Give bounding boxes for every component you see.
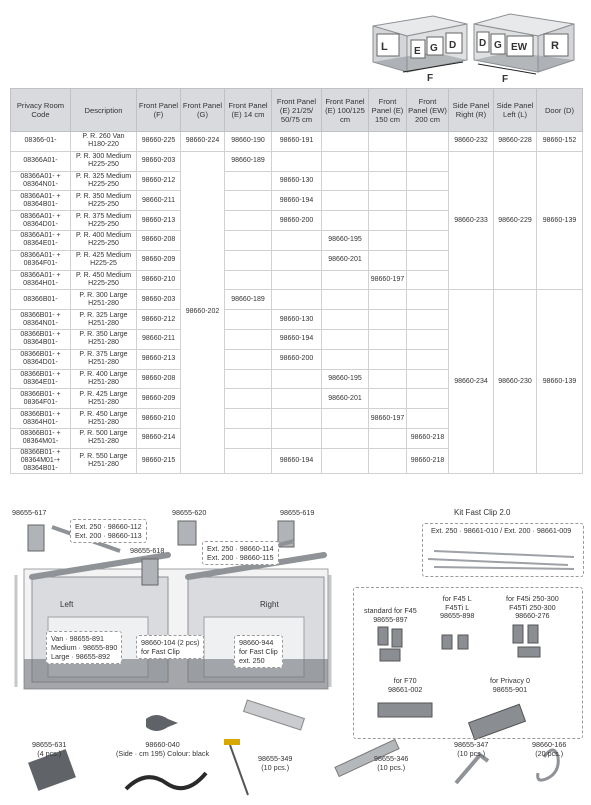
cell-front-f: 98660-212 (137, 171, 181, 191)
cell-door: 98660-139 (537, 151, 583, 290)
cell-front-ew (407, 409, 449, 429)
rail-right-ext-250: Ext. 250 · 98660-114 (207, 544, 274, 553)
f45i-label2: F45Ti 250-300 (509, 602, 556, 612)
cell-front-e100 (322, 409, 369, 429)
cell-code: 08366B01- + 08364F01- (11, 389, 71, 409)
cell-front-e14 (225, 369, 272, 389)
cell-front-e21 (272, 409, 322, 429)
header-front-g: Front Panel (G) (181, 89, 225, 132)
table-row (11, 290, 583, 310)
std-f45-code: 98655-897 (373, 614, 408, 624)
cell-description: P. R. 260 Van H180-220 (71, 132, 137, 152)
privacy-room-table (10, 88, 583, 474)
part-98655-620: 98655-620 (172, 508, 207, 517)
table-row (11, 132, 583, 152)
diagram-label-ew: EW (511, 42, 528, 53)
cell-front-f: 98660-211 (137, 191, 181, 211)
cell-front-f: 98660-210 (137, 270, 181, 290)
cell-front-e21: 98660-194 (272, 448, 322, 473)
cell-front-ew (407, 329, 449, 349)
clip2-ext: ext. 250 (239, 656, 265, 665)
diagram-label-l: L (381, 41, 388, 53)
label-left: Left (60, 600, 74, 609)
cell-description: P. R. 400 Medium H225-250 (71, 230, 137, 250)
cell-front-e21 (272, 250, 322, 270)
cell-front-e100 (322, 132, 369, 152)
cell-front-e150: 98660-197 (369, 409, 407, 429)
cell-code: 08366B01- + 08364M01-+ 08364B01- (11, 448, 71, 473)
bottom-item-4-qty: (10 pcs.) (377, 762, 406, 772)
clip-box (136, 635, 204, 659)
cell-front-f: 98660-214 (137, 428, 181, 448)
diagram-label-r: R (551, 40, 559, 52)
cell-front-f: 98660-225 (137, 132, 181, 152)
cell-side-left: 98660-229 (494, 151, 537, 290)
cell-front-e150 (369, 448, 407, 473)
f70-label: for F70 (393, 676, 417, 685)
cell-front-f: 98660-209 (137, 250, 181, 270)
cell-front-e150 (369, 389, 407, 409)
header-front-e21: Front Panel (E) 21/25/ 50/75 cm (272, 89, 322, 132)
cell-front-e100: 98660-201 (322, 250, 369, 270)
f70 (388, 677, 422, 694)
diagram-label-g2: G (494, 40, 502, 51)
cell-front-e21 (272, 151, 322, 171)
cell-front-ew (407, 171, 449, 191)
cell-front-e150 (369, 191, 407, 211)
cell-front-ew (407, 230, 449, 250)
awning-diagram-left (363, 6, 473, 84)
cell-description: P. R. 425 Medium H225-25 (71, 250, 137, 270)
cell-front-e100 (322, 349, 369, 369)
awning-diagram-right (470, 6, 580, 84)
f45i-label: for F45i 250-300 (506, 594, 559, 603)
header-front-e100: Front Panel (E) 100/125 cm (322, 89, 369, 132)
bottom-item-4 (374, 755, 408, 772)
header-front-e150: Front Panel (E) 150 cm (369, 89, 407, 132)
cell-front-e14 (225, 250, 272, 270)
rail-left-ext-250: Ext. 250 · 98660-112 (75, 522, 142, 531)
f45l-code: 98655-898 (440, 611, 475, 620)
f45i (506, 595, 559, 621)
cell-code: 08366B01- + 08364H01- (11, 409, 71, 429)
header-description: Description (71, 89, 137, 132)
diagram-label-f: F (427, 73, 434, 84)
f45l (440, 595, 474, 621)
cell-code: 08366A01- + 08364B01- (11, 191, 71, 211)
privacy0-code: 98655-901 (492, 684, 528, 694)
cell-code: 08366A01- (11, 151, 71, 171)
cell-front-f: 98660-212 (137, 310, 181, 330)
cell-door: 98660-152 (537, 132, 583, 152)
cell-front-f: 98660-213 (137, 211, 181, 231)
cell-front-f: 98660-209 (137, 389, 181, 409)
cell-code: 08366A01- + 08364D01- (11, 211, 71, 231)
diagram-label-f2: F (502, 74, 509, 84)
cell-front-e14: 98660-189 (225, 151, 272, 171)
bottom-item-6-qty: (20 pcs.) (535, 748, 564, 758)
cell-front-e100: 98660-195 (322, 230, 369, 250)
cell-front-e100 (322, 428, 369, 448)
cell-front-e21 (272, 230, 322, 250)
rail-right-ext-box (202, 541, 279, 565)
kit-title: Kit Fast Clip 2.0 (454, 508, 511, 517)
cell-code: 08366A01- + 08364N01- (11, 171, 71, 191)
cell-front-g: 98660-202 (181, 151, 225, 473)
cell-front-e100 (322, 211, 369, 231)
header-front-e14: Front Panel (E) 14 cm (225, 89, 272, 132)
bottom-item-2 (116, 741, 209, 758)
cell-description: P. R. 550 Large H251-280 (71, 448, 137, 473)
cell-description: P. R. 300 Large H251-280 (71, 290, 137, 310)
cell-front-e14 (225, 349, 272, 369)
header-front-ew: Front Panel (EW) 200 cm (407, 89, 449, 132)
table-header-row (11, 89, 583, 132)
cell-description: P. R. 325 Large H251-280 (71, 310, 137, 330)
cell-front-e14 (225, 310, 272, 330)
cell-code: 08366-01- (11, 132, 71, 152)
cell-description: P. R. 500 Large H251-280 (71, 428, 137, 448)
cell-front-e14 (225, 389, 272, 409)
cell-front-e150 (369, 211, 407, 231)
bottom-item-3 (258, 755, 292, 772)
cell-front-e100 (322, 191, 369, 211)
cell-door: 98660-139 (537, 290, 583, 473)
bottom-item-2-code: 98660-040 (145, 740, 180, 749)
header-front-f: Front Panel (F) (137, 89, 181, 132)
header-side-left: Side Panel Left (L) (494, 89, 537, 132)
cell-front-e150 (369, 151, 407, 171)
rail-left-ext-box (70, 519, 147, 543)
part-98655-619: 98655-619 (280, 508, 315, 517)
cell-code: 08366B01- + 08364M01- (11, 428, 71, 448)
cell-front-ew (407, 349, 449, 369)
clip-desc: for Fast Clip (141, 647, 180, 656)
cell-front-e14: 98660-190 (225, 132, 272, 152)
f45l-label: for F45 L (442, 594, 472, 603)
cell-front-e100 (322, 151, 369, 171)
cell-front-g: 98660-224 (181, 132, 225, 152)
cell-front-f: 98660-211 (137, 329, 181, 349)
cell-front-e150: 98660-197 (369, 270, 407, 290)
cell-side-right: 98660-232 (449, 132, 494, 152)
cell-front-f: 98660-208 (137, 369, 181, 389)
cell-front-e14 (225, 448, 272, 473)
cell-front-e21: 98660-191 (272, 132, 322, 152)
cell-front-e150 (369, 230, 407, 250)
cell-front-e14 (225, 191, 272, 211)
cell-code: 08366B01- + 08364B01- (11, 329, 71, 349)
cell-side-right: 98660-233 (449, 151, 494, 290)
cell-front-f: 98660-203 (137, 151, 181, 171)
cell-description: P. R. 400 Large H251-280 (71, 369, 137, 389)
cell-front-e100 (322, 448, 369, 473)
cell-front-e21: 98660-194 (272, 191, 322, 211)
bottom-item-5 (454, 741, 488, 758)
cell-front-e100 (322, 270, 369, 290)
cell-front-ew (407, 151, 449, 171)
cell-front-e14 (225, 270, 272, 290)
cell-front-e100: 98660-201 (322, 389, 369, 409)
cell-description: P. R. 375 Large H251-280 (71, 349, 137, 369)
bottom-item-6 (532, 741, 566, 758)
cell-front-f: 98660-203 (137, 290, 181, 310)
cell-front-e150 (369, 369, 407, 389)
cell-front-ew (407, 270, 449, 290)
cell-front-ew (407, 211, 449, 231)
clip-code: 98660-104 (2 pcs) (141, 638, 200, 647)
cell-front-e21 (272, 389, 322, 409)
header-door: Door (D) (537, 89, 583, 132)
cell-front-e100 (322, 290, 369, 310)
cell-code: 08366B01- (11, 290, 71, 310)
cell-front-e21 (272, 290, 322, 310)
cell-front-e14 (225, 409, 272, 429)
clip2-desc: for Fast Clip (239, 647, 278, 656)
cell-front-f: 98660-215 (137, 448, 181, 473)
cell-front-e21 (272, 428, 322, 448)
cell-front-ew: 98660-218 (407, 428, 449, 448)
cell-code: 08366B01- + 08364N01- (11, 310, 71, 330)
cell-description: P. R. 450 Large H251-280 (71, 409, 137, 429)
spare-parts-section (8, 507, 584, 803)
cell-front-ew (407, 132, 449, 152)
cell-front-e150 (369, 290, 407, 310)
size-medium: Medium · 98655-890 (51, 643, 118, 652)
bottom-item-2-desc: (Side · cm 195) Colour: black (116, 748, 210, 758)
cell-front-ew (407, 191, 449, 211)
cell-front-ew (407, 369, 449, 389)
cell-front-f: 98660-208 (137, 230, 181, 250)
size-van: Van · 98655-891 (51, 634, 105, 643)
cell-front-e100 (322, 310, 369, 330)
cell-front-e150 (369, 329, 407, 349)
cell-code: 08366A01- + 08364H01- (11, 270, 71, 290)
bottom-item-5-qty: (10 pcs.) (457, 748, 486, 758)
bottom-item-4-code: 98655-346 (374, 754, 409, 763)
bottom-item-1-qty: (4 pcs.) (37, 748, 62, 758)
part-98655-617: 98655-617 (12, 508, 47, 517)
cell-front-e150 (369, 428, 407, 448)
cell-front-e150 (369, 310, 407, 330)
cell-description: P. R. 375 Medium H225-250 (71, 211, 137, 231)
cell-front-e14 (225, 211, 272, 231)
header-side-right: Side Panel Right (R) (449, 89, 494, 132)
cell-side-left: 98660-228 (494, 132, 537, 152)
rail-right-ext-200: Ext. 200 · 98660-115 (207, 553, 274, 562)
part-98655-618: 98655-618 (130, 546, 165, 555)
cell-front-ew (407, 389, 449, 409)
std-f45 (364, 607, 417, 624)
cell-front-ew: 98660-218 (407, 448, 449, 473)
cell-description: P. R. 350 Large H251-280 (71, 329, 137, 349)
rail-left-ext-200: Ext. 200 · 98660-113 (75, 531, 142, 540)
cell-side-left: 98660-230 (494, 290, 537, 473)
cell-front-f: 98660-213 (137, 349, 181, 369)
cell-code: 08366B01- + 08364E01- (11, 369, 71, 389)
cell-front-e150 (369, 349, 407, 369)
bottom-item-3-code: 98655-349 (258, 754, 293, 763)
cell-front-ew (407, 290, 449, 310)
clip2-box (234, 635, 283, 668)
table-row (11, 151, 583, 171)
cell-description: P. R. 350 Medium H225-250 (71, 191, 137, 211)
cell-front-ew (407, 310, 449, 330)
cell-side-right: 98660-234 (449, 290, 494, 473)
bottom-item-3-qty: (10 pcs.) (261, 762, 290, 772)
cell-front-f: 98660-210 (137, 409, 181, 429)
cell-front-e100: 98660-195 (322, 369, 369, 389)
cell-front-e150 (369, 171, 407, 191)
cell-front-e14 (225, 230, 272, 250)
cell-front-e100 (322, 171, 369, 191)
diagram-label-g: G (430, 43, 438, 54)
header-code: Privacy Room Code (11, 89, 71, 132)
f45l-label2: F45Ti L (445, 602, 470, 612)
cell-front-e150 (369, 132, 407, 152)
cell-front-e14 (225, 171, 272, 191)
cell-front-e150 (369, 250, 407, 270)
f45i-code: 98660-276 (515, 611, 550, 620)
cell-description: P. R. 300 Medium H225-250 (71, 151, 137, 171)
cell-description: P. R. 325 Medium H225-250 (71, 171, 137, 191)
cell-front-e100 (322, 329, 369, 349)
std-f45-label: standard for F45 (364, 606, 417, 615)
diagram-label-d2: D (479, 38, 487, 49)
kit-box (422, 523, 584, 577)
label-right: Right (260, 600, 279, 609)
size-large: Large · 98655-892 (51, 652, 111, 661)
cell-front-e14: 98660-189 (225, 290, 272, 310)
diagram-label-e: E (414, 46, 421, 57)
cell-front-e21: 98660-130 (272, 171, 322, 191)
cell-front-e21 (272, 270, 322, 290)
cell-front-e21: 98660-200 (272, 349, 322, 369)
cell-front-e21: 98660-200 (272, 211, 322, 231)
bottom-item-6-code: 98660-166 (532, 740, 567, 749)
cell-front-e21 (272, 369, 322, 389)
cell-code: 08366B01- + 08364D01- (11, 349, 71, 369)
clip2-code: 98660-944 (239, 638, 274, 647)
diagram-label-d: D (449, 40, 457, 51)
cell-code: 08366A01- + 08364E01- (11, 230, 71, 250)
kit-ext: Ext. 250 · 98661-010 / Ext. 200 · 98661-009 (431, 526, 572, 535)
bottom-item-5-code: 98655-347 (454, 740, 489, 749)
privacy0 (490, 677, 530, 694)
cell-description: P. R. 425 Large H251-280 (71, 389, 137, 409)
f70-code: 98661-002 (388, 684, 423, 694)
size-box (46, 631, 122, 664)
bottom-item-1 (32, 741, 66, 758)
cell-code: 08366A01- + 08364F01- (11, 250, 71, 270)
cell-front-e14 (225, 428, 272, 448)
privacy0-label: for Privacy 0 (490, 676, 530, 685)
cell-front-e21: 98660-194 (272, 329, 322, 349)
cell-front-e14 (225, 329, 272, 349)
bottom-item-1-code: 98655-631 (32, 740, 67, 749)
cell-front-ew (407, 250, 449, 270)
cell-front-e21: 98660-130 (272, 310, 322, 330)
cell-description: P. R. 450 Medium H225-250 (71, 270, 137, 290)
